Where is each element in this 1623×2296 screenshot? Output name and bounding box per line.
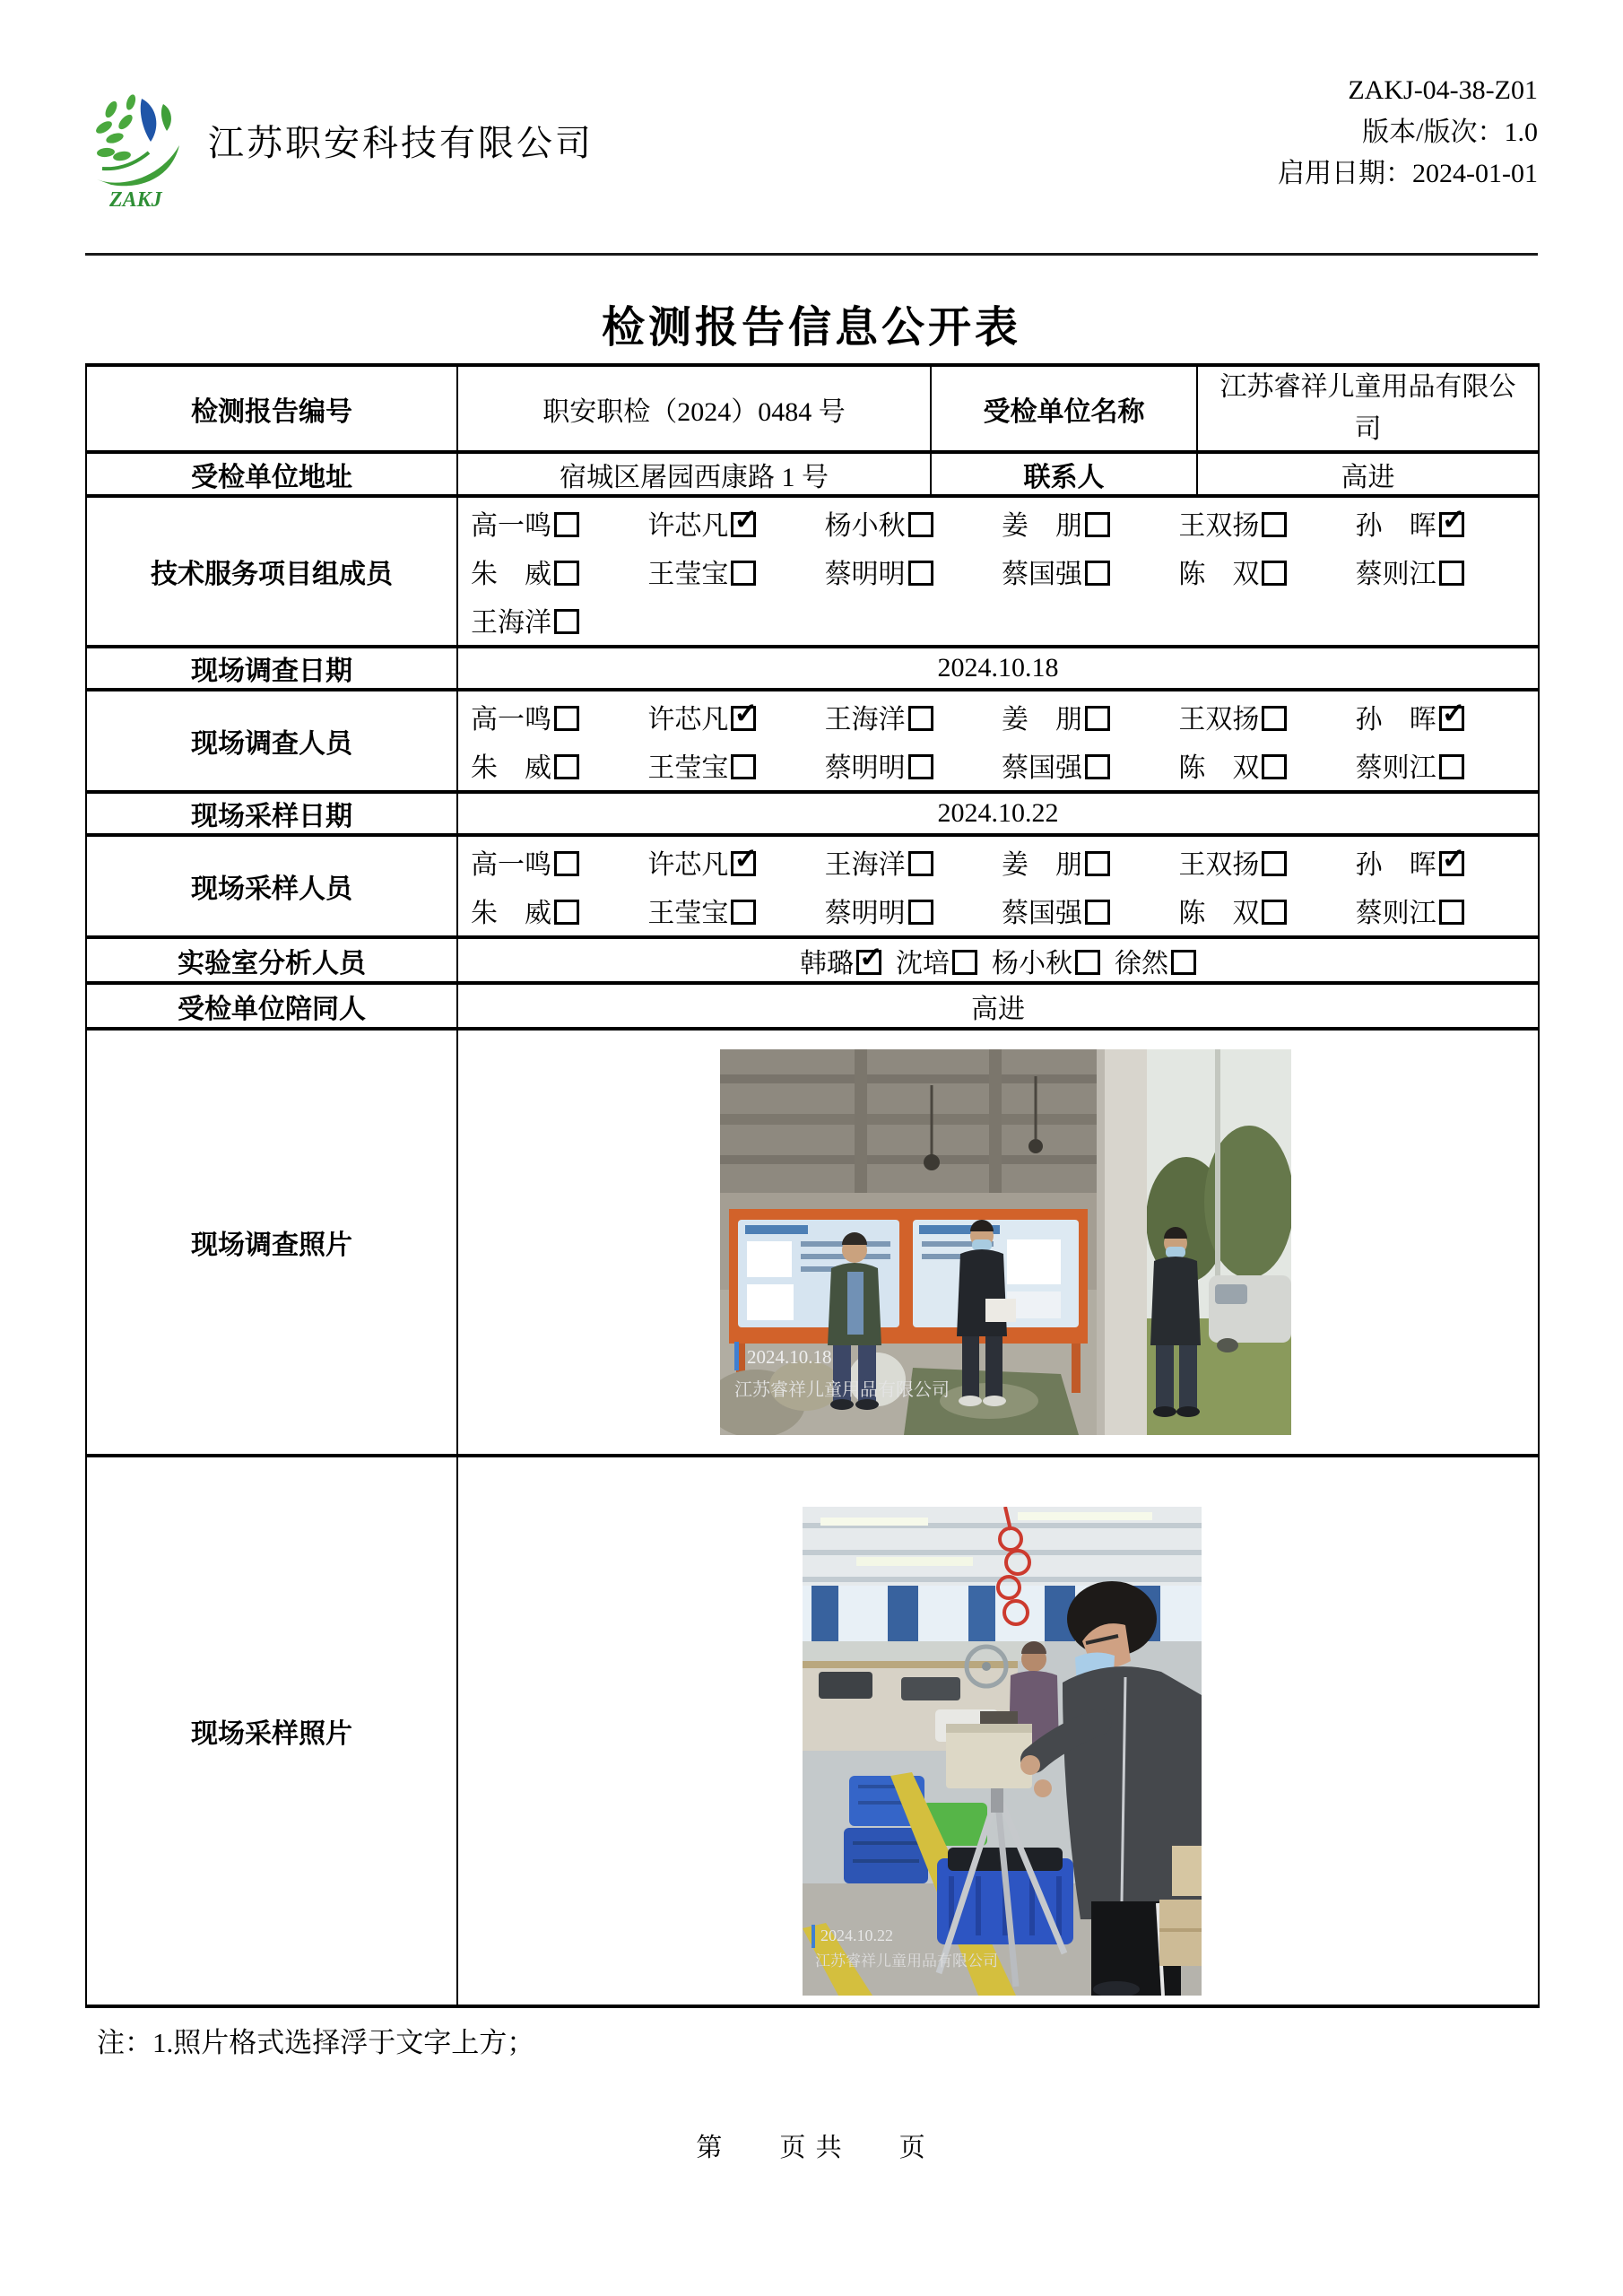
lab-analysts-cell [457, 937, 1539, 983]
person-name: 蔡国强 [1001, 753, 1082, 783]
person-option [800, 941, 881, 980]
person-option [1178, 891, 1355, 930]
person-name: 朱 威 [471, 753, 551, 783]
doc-enable-date: 启用日期：2024-01-01 [1278, 159, 1538, 188]
person-option [647, 891, 824, 930]
checkbox-icon[interactable] [1085, 512, 1110, 537]
checkbox-icon[interactable] [1262, 754, 1287, 779]
sample-date-label: 现场采样日期 [86, 792, 457, 835]
sample-photo [803, 1507, 1202, 1996]
page-footer: 第 页 共 页 [696, 2134, 927, 2162]
sample-staff-checklist [458, 837, 1538, 935]
photo-company-watermark: 江苏睿祥儿童用品有限公司 [734, 1380, 950, 1400]
checkbox-icon[interactable] [731, 754, 756, 779]
checkbox-checked-icon[interactable] [731, 697, 759, 731]
sample-photo-label: 现场采样照片 [86, 1456, 457, 2006]
person-option [825, 842, 1002, 882]
survey-staff-checklist [458, 691, 1538, 790]
checkbox-icon[interactable] [731, 561, 756, 586]
checkbox-icon[interactable] [952, 950, 977, 975]
person-option [1178, 552, 1355, 591]
person-name: 杨小秋 [992, 948, 1072, 978]
person-option [1178, 503, 1355, 543]
person-option [825, 552, 1002, 591]
survey-date-label: 现场调查日期 [86, 647, 457, 690]
person-name: 朱 威 [471, 560, 551, 589]
survey-staff-label: 现场调查人员 [86, 690, 457, 792]
person-option [1002, 745, 1178, 785]
person-name: 高一鸣 [471, 850, 551, 880]
header-divider [85, 253, 1538, 256]
check-mark-icon: ✓ [733, 503, 759, 535]
person-name: 姜 朋 [1001, 705, 1082, 735]
person-option [896, 941, 977, 980]
company-logo [90, 79, 197, 213]
person-name: 蔡国强 [1001, 560, 1082, 589]
checkbox-icon[interactable] [1262, 561, 1287, 586]
report-no-label: 检测报告编号 [86, 365, 457, 452]
checkbox-icon[interactable] [731, 900, 756, 925]
person-name: 蔡明明 [824, 753, 906, 783]
checkbox-icon[interactable] [908, 754, 933, 779]
check-mark-icon: ✓ [1441, 697, 1466, 729]
checkbox-icon[interactable] [908, 900, 933, 925]
page-title: 检测报告信息公开表 [601, 304, 1021, 352]
sample-staff-label: 现场采样人员 [86, 835, 457, 937]
person-option [1002, 552, 1178, 591]
person-name: 蔡则江 [1355, 753, 1436, 783]
lab-analysts-label: 实验室分析人员 [86, 937, 457, 983]
person-name: 许芯凡 [647, 511, 729, 541]
table-row [86, 690, 1539, 792]
project-members-label: 技术服务项目组成员 [86, 496, 457, 647]
person-option [825, 503, 1002, 543]
checkbox-icon[interactable] [554, 561, 579, 586]
lab-analysts-checklist [458, 941, 1538, 980]
contact-value: 高进 [1197, 452, 1539, 496]
table-row [86, 365, 1539, 452]
person-name: 蔡国强 [1001, 899, 1082, 928]
checkbox-checked-icon[interactable] [731, 842, 759, 876]
person-option [1356, 891, 1532, 930]
contact-label: 联系人 [931, 452, 1197, 496]
table-row [86, 647, 1539, 690]
checkbox-checked-icon[interactable] [731, 503, 759, 537]
person-option [1356, 842, 1532, 882]
person-option [471, 503, 647, 543]
person-name: 姜 朋 [1001, 511, 1082, 541]
person-name: 王莹宝 [647, 899, 729, 928]
person-option [647, 842, 824, 882]
person-name: 姜 朋 [1001, 850, 1082, 880]
check-mark-icon: ✓ [1441, 503, 1466, 535]
checkbox-checked-icon[interactable] [1439, 842, 1466, 876]
person-name: 陈 双 [1178, 560, 1260, 589]
checkbox-icon[interactable] [1262, 851, 1287, 876]
photo-illustration [803, 1507, 1202, 1996]
unit-name-value: 江苏睿祥儿童用品有限公司 [1197, 365, 1539, 452]
checkbox-icon[interactable] [1085, 706, 1110, 731]
person-name: 孙 晖 [1355, 511, 1436, 541]
checkbox-icon[interactable] [554, 754, 579, 779]
checkbox-icon[interactable] [554, 706, 579, 731]
person-name: 蔡明明 [824, 560, 906, 589]
checkbox-icon[interactable] [1262, 900, 1287, 925]
person-name: 陈 双 [1178, 753, 1260, 783]
project-members-checklist [458, 498, 1538, 645]
person-option [471, 697, 647, 736]
person-name: 高一鸣 [471, 705, 551, 735]
person-name: 王莹宝 [647, 753, 729, 783]
person-name: 王海洋 [824, 850, 906, 880]
person-name: 孙 晖 [1355, 850, 1436, 880]
company-name: 江苏职安科技有限公司 [208, 123, 594, 163]
sample-staff-cell [457, 835, 1539, 937]
person-name: 许芯凡 [647, 850, 729, 880]
person-option [471, 552, 647, 591]
person-option [647, 745, 824, 785]
table-row [86, 496, 1539, 647]
check-mark-icon: ✓ [859, 940, 883, 973]
companion-value: 高进 [457, 983, 1539, 1029]
checkbox-icon[interactable] [554, 851, 579, 876]
person-option [647, 503, 824, 543]
checkbox-icon[interactable] [1439, 561, 1464, 586]
check-mark-icon: ✓ [733, 842, 759, 874]
person-option [825, 745, 1002, 785]
checkbox-icon[interactable] [908, 512, 933, 537]
person-option [471, 842, 647, 882]
person-name: 蔡明明 [824, 899, 906, 928]
checkbox-icon[interactable] [1085, 561, 1110, 586]
person-option [471, 600, 647, 639]
checkbox-icon[interactable] [1085, 754, 1110, 779]
checkbox-icon[interactable] [1085, 851, 1110, 876]
checkbox-icon[interactable] [1262, 512, 1287, 537]
person-option [992, 941, 1100, 980]
survey-photo [720, 1049, 1291, 1435]
person-name: 杨小秋 [824, 511, 906, 541]
checkbox-icon[interactable] [554, 609, 579, 634]
table-row [86, 792, 1539, 835]
project-members-cell [457, 496, 1539, 647]
checkbox-icon[interactable] [1439, 900, 1464, 925]
person-name: 王双扬 [1178, 511, 1260, 541]
person-name: 陈 双 [1178, 899, 1260, 928]
checkbox-icon[interactable] [1085, 900, 1110, 925]
checkbox-icon[interactable] [1262, 706, 1287, 731]
table-row [86, 937, 1539, 983]
survey-staff-cell [457, 690, 1539, 792]
person-name: 王海洋 [471, 608, 551, 638]
checkbox-icon[interactable] [908, 851, 933, 876]
logo-illustration [94, 93, 179, 186]
person-name: 高一鸣 [471, 511, 551, 541]
checkbox-icon[interactable] [554, 512, 579, 537]
report-no-value: 职安职检（2024）0484 号 [457, 365, 931, 452]
unit-address-label: 受检单位地址 [86, 452, 457, 496]
unit-name-label: 受检单位名称 [931, 365, 1197, 452]
person-option [1356, 697, 1532, 736]
person-option [1002, 697, 1178, 736]
checkbox-icon[interactable] [1171, 950, 1196, 975]
person-name: 孙 晖 [1355, 705, 1436, 735]
person-option [1178, 697, 1355, 736]
unit-address-value: 宿城区屠园西康路 1 号 [457, 452, 931, 496]
companion-label: 受检单位陪同人 [86, 983, 457, 1029]
person-option [1356, 552, 1532, 591]
doc-code: ZAKJ-04-38-Z01 [1348, 75, 1538, 105]
survey-photo-label: 现场调查照片 [86, 1029, 457, 1456]
person-name: 王双扬 [1178, 850, 1260, 880]
photo-illustration [720, 1049, 1291, 1435]
person-name: 许芯凡 [647, 705, 729, 735]
checkbox-checked-icon[interactable] [1439, 697, 1466, 731]
sample-date-value: 2024.10.22 [457, 792, 1539, 835]
photo-company-watermark: 江苏睿祥儿童用品有限公司 [815, 1952, 998, 1970]
photo-date-watermark: 2024.10.22 [820, 1926, 893, 1944]
person-option [1002, 503, 1178, 543]
person-name: 蔡则江 [1355, 899, 1436, 928]
person-option [1356, 503, 1532, 543]
table-row [86, 835, 1539, 937]
survey-date-value: 2024.10.18 [457, 647, 1539, 690]
logo-text: ZAKJ [109, 188, 162, 212]
person-option [1002, 891, 1178, 930]
checkbox-icon[interactable] [554, 900, 579, 925]
person-option [825, 891, 1002, 930]
checkbox-checked-icon[interactable] [1439, 503, 1466, 537]
person-option [1002, 842, 1178, 882]
checkbox-icon[interactable] [1075, 950, 1100, 975]
checkbox-icon[interactable] [908, 706, 933, 731]
person-option [647, 697, 824, 736]
checkbox-icon[interactable] [1439, 754, 1464, 779]
table-row [86, 452, 1539, 496]
person-name: 王莹宝 [647, 560, 729, 589]
person-option [1356, 745, 1532, 785]
person-name: 朱 威 [471, 899, 551, 928]
check-mark-icon: ✓ [733, 697, 759, 729]
person-option [1178, 745, 1355, 785]
document-meta [1278, 70, 1538, 196]
person-option [647, 552, 824, 591]
person-option [1115, 941, 1196, 980]
person-name: 韩璐 [800, 948, 854, 978]
checkbox-checked-icon[interactable] [856, 940, 883, 975]
doc-version: 版本/版次：1.0 [1362, 117, 1538, 147]
person-name: 王海洋 [824, 705, 906, 735]
person-option [1178, 842, 1355, 882]
person-option [825, 697, 1002, 736]
person-name: 徐然 [1115, 948, 1168, 978]
person-name: 蔡则江 [1355, 560, 1436, 589]
check-mark-icon: ✓ [1441, 842, 1466, 874]
checkbox-icon[interactable] [908, 561, 933, 586]
person-name: 沈培 [896, 948, 950, 978]
note-text: 注：1.照片格式选择浮于文字上方； [97, 2027, 535, 2058]
person-name: 王双扬 [1178, 705, 1260, 735]
person-option [471, 745, 647, 785]
table-row [86, 983, 1539, 1029]
person-option [471, 891, 647, 930]
photo-date-watermark: 2024.10.18 [747, 1346, 832, 1368]
